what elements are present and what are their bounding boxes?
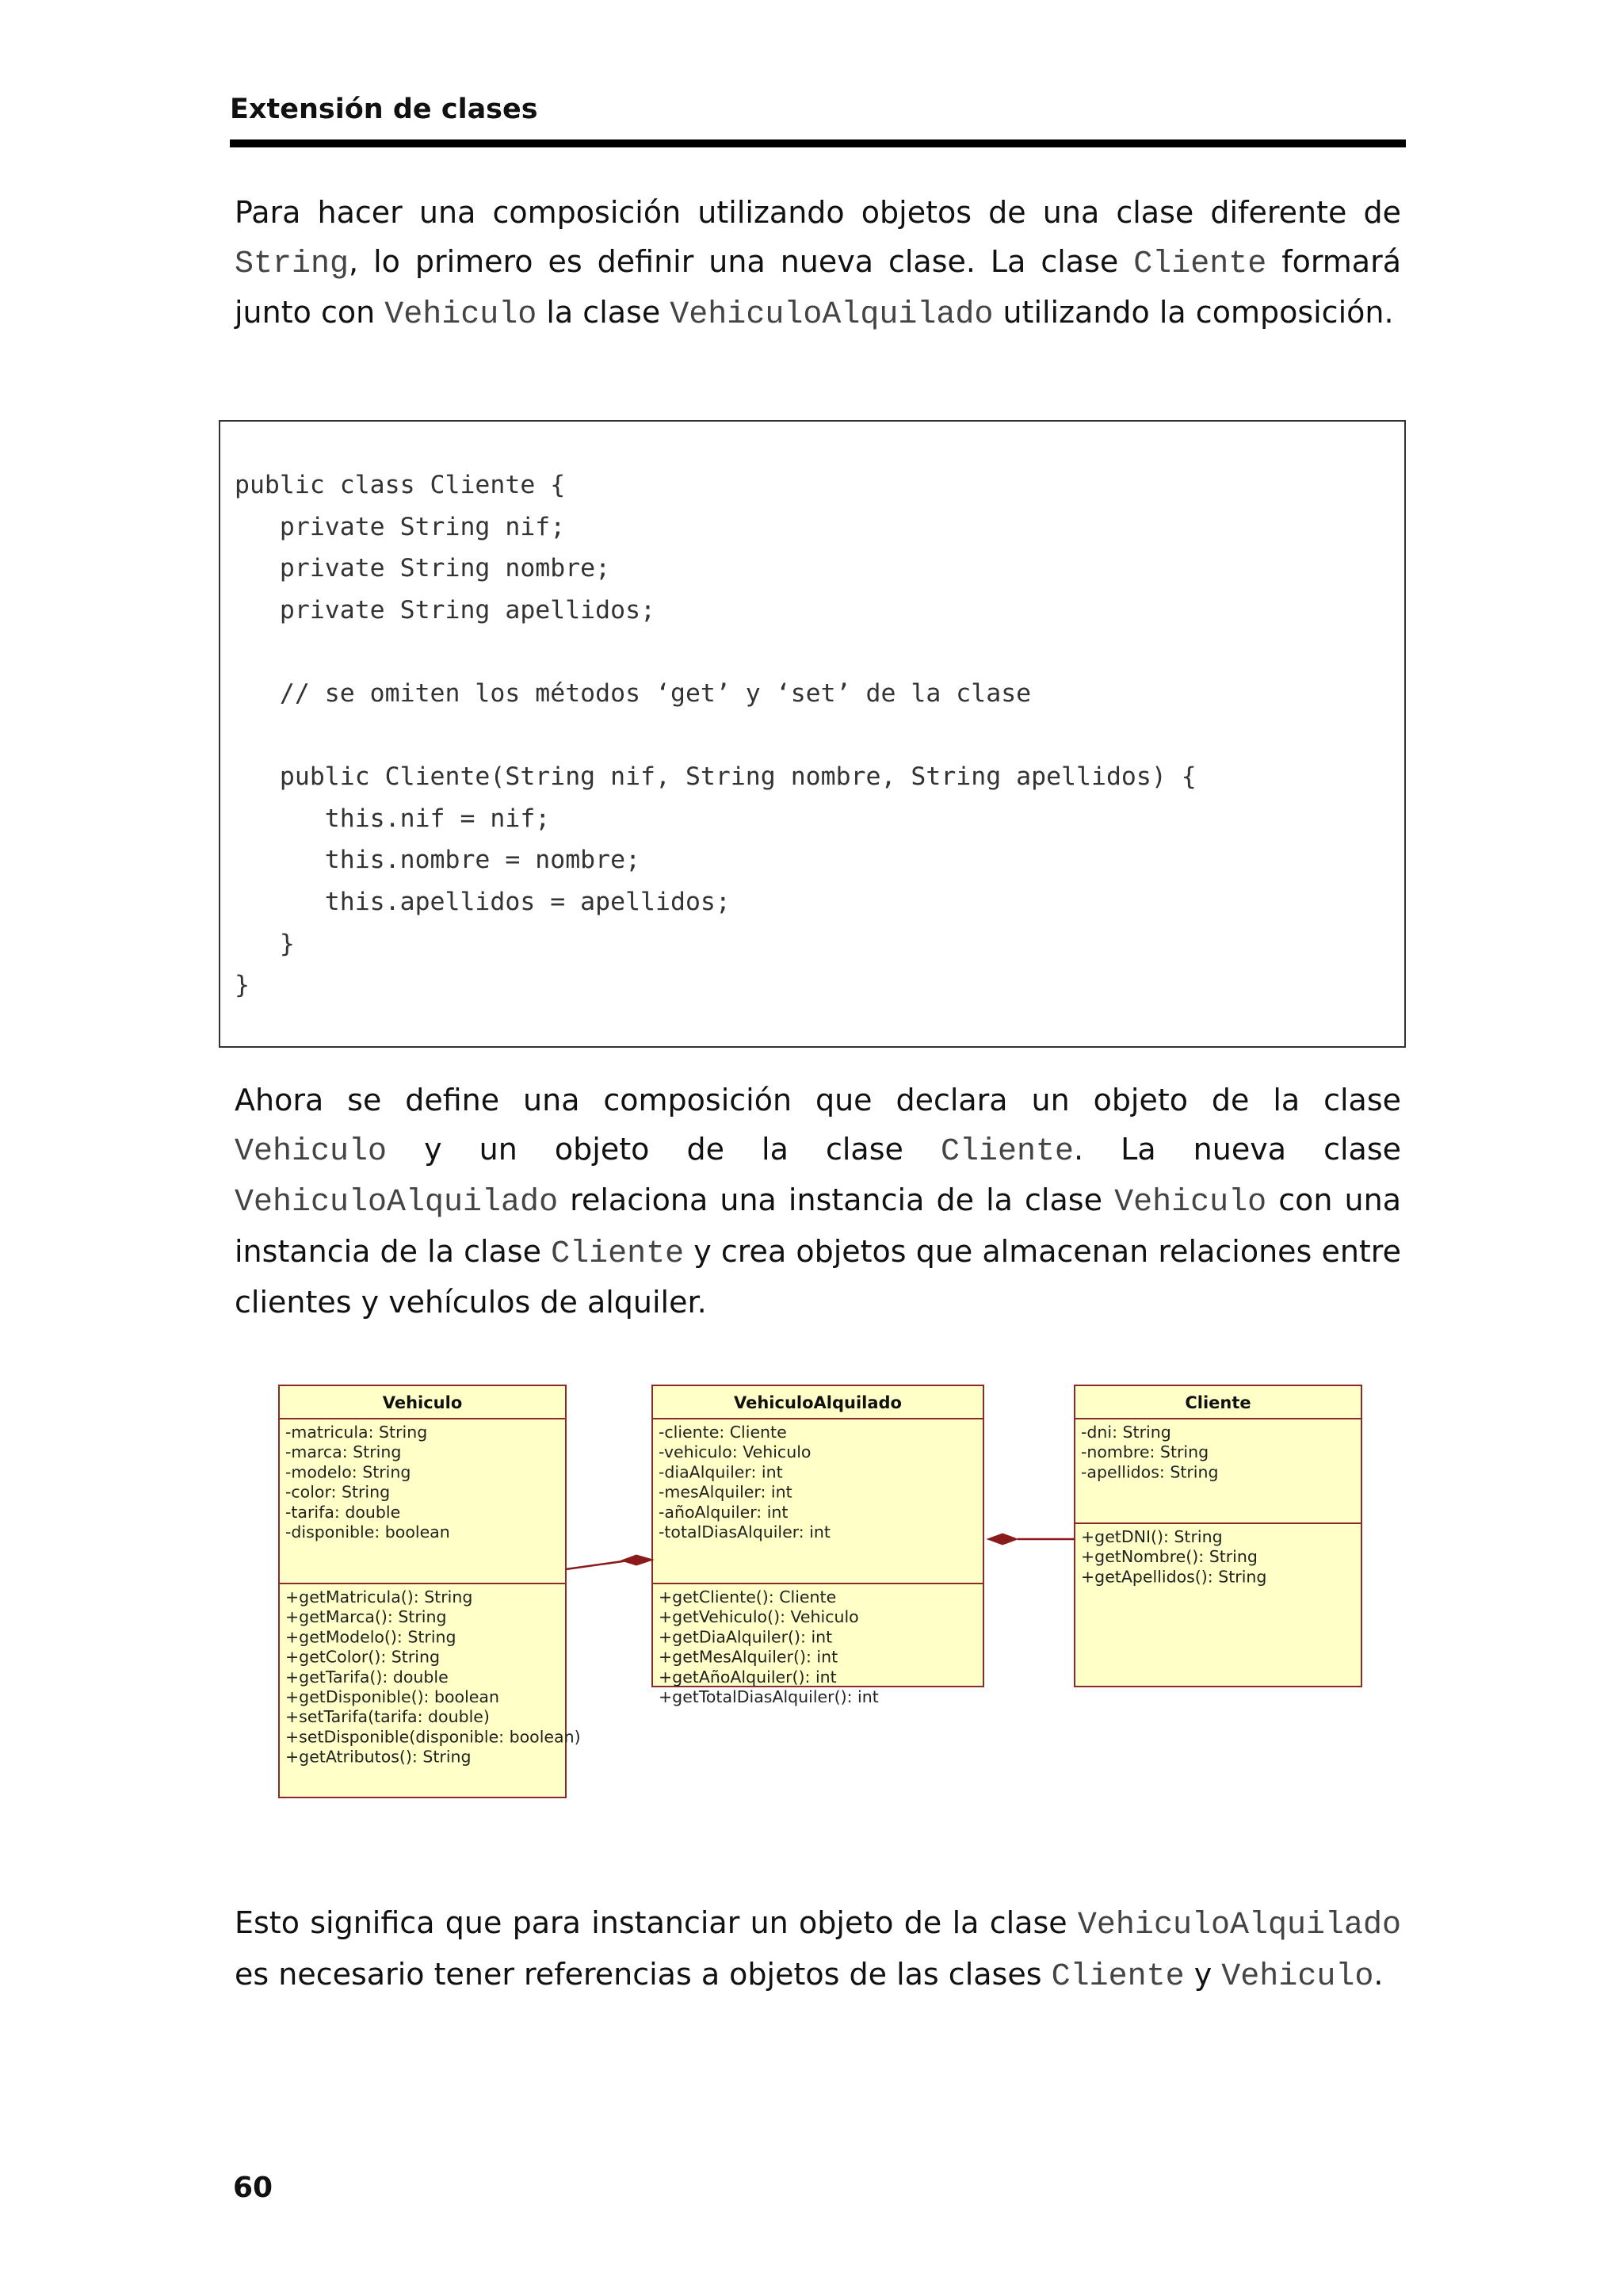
class-name: Vehiculo <box>382 1393 463 1412</box>
page-number: 60 <box>233 2172 273 2204</box>
class-method: +getDNI(): String <box>1081 1527 1223 1546</box>
class-method: +getVehiculo(): Vehiculo <box>659 1607 859 1627</box>
code-term: Cliente <box>940 1133 1074 1170</box>
code-line: } <box>235 971 250 1000</box>
text-run: la clase <box>537 295 670 330</box>
class-attribute: -dni: String <box>1081 1423 1171 1442</box>
class-method: +getColor(): String <box>285 1647 440 1667</box>
code-line: this.nif = nif; <box>235 804 551 833</box>
class-attribute: -modelo: String <box>285 1462 411 1482</box>
conclusion-paragraph <box>235 1899 1401 2001</box>
text-run: Esto significa que para instanciar un objeto de la clase <box>235 1905 1078 1940</box>
composition-diamond <box>621 1555 653 1565</box>
code-line: } <box>235 929 295 958</box>
code-line: private String apellidos; <box>235 595 656 625</box>
text-run: utilizando la composición. <box>993 295 1394 330</box>
class-attribute: -totalDiasAlquiler: int <box>659 1522 831 1541</box>
text-run: , lo primero es definir una nueva clase. La clase <box>349 243 1134 279</box>
text-run: . <box>1373 1956 1384 1992</box>
class-method: +getApellidos(): String <box>1081 1567 1267 1587</box>
code-term: Vehiculo <box>384 297 537 333</box>
code-term: String <box>235 246 349 282</box>
chapter-title: Extensión de clases <box>230 94 538 125</box>
class-attribute: -mesAlquiler: int <box>659 1482 792 1502</box>
class-method: +getMarca(): String <box>285 1607 447 1627</box>
code-line: private String nombre; <box>235 554 611 583</box>
code-line: // se omiten los métodos ‘get’ y ‘set’ de la clase <box>235 678 1032 708</box>
text-run: relaciona una instancia de la clase <box>558 1182 1115 1217</box>
text-run: Ahora se define una composición que declara un objeto de la clase <box>235 1083 1401 1117</box>
code-term: Vehiculo <box>1221 1958 1374 1995</box>
code-line: public class Cliente { <box>235 471 566 499</box>
class-attribute: -color: String <box>285 1482 391 1502</box>
text-run: y <box>1184 1956 1222 1992</box>
class-method: +getCliente(): Cliente <box>659 1587 837 1606</box>
class-method: +getTotalDiasAlquiler(): int <box>659 1687 879 1706</box>
class-attribute: -matricula: String <box>285 1423 428 1442</box>
class-attribute: -disponible: boolean <box>285 1522 450 1541</box>
class-method: +getMesAlquiler(): int <box>659 1647 838 1667</box>
code-line: this.apellidos = apellidos; <box>235 887 731 916</box>
text-run: formará junto con <box>235 243 1401 330</box>
text-run: Para hacer una composición utilizando objetos de una clase diferente de <box>235 195 1401 230</box>
class-method: +getDiaAlquiler(): int <box>659 1627 833 1647</box>
class-attribute: -añoAlquiler: int <box>659 1502 789 1522</box>
class-attribute: -marca: String <box>285 1442 402 1462</box>
class-method: +getAtributos(): String <box>285 1747 472 1767</box>
class-method: +getModelo(): String <box>285 1627 456 1647</box>
class-method: +getAñoAlquiler(): int <box>659 1667 837 1687</box>
code-term: Vehiculo <box>235 1133 388 1170</box>
code-line: this.nombre = nombre; <box>235 846 641 875</box>
class-name: Cliente <box>1185 1393 1251 1412</box>
uml-class-vehiculo <box>279 1385 581 1797</box>
code-line: public Cliente(String nif, String nombre, String apellidos) { <box>235 762 1197 792</box>
code-line: private String nif; <box>235 512 566 541</box>
class-attribute: -vehiculo: Vehiculo <box>659 1442 812 1462</box>
uml-class-cliente <box>1075 1385 1361 1687</box>
class-method: +setTarifa(tarifa: double) <box>285 1707 490 1727</box>
code-term: Vehiculo <box>1114 1185 1267 1221</box>
class-attribute: -nombre: String <box>1081 1442 1209 1462</box>
code-term: Cliente <box>1051 1958 1185 1995</box>
class-method: +getDisponible(): boolean <box>285 1687 499 1706</box>
class-attribute: -diaAlquiler: int <box>659 1462 783 1482</box>
class-attribute: -apellidos: String <box>1081 1462 1219 1482</box>
text-run: con una instancia de la clase <box>235 1182 1402 1269</box>
code-term: Cliente <box>551 1236 685 1272</box>
class-method: +getMatricula(): String <box>285 1587 473 1606</box>
class-method: +getTarifa(): double <box>285 1667 449 1687</box>
code-term: VehiculoAlquilado <box>670 297 994 333</box>
code-term: VehiculoAlquilado <box>1077 1908 1401 1943</box>
class-method: +getNombre(): String <box>1081 1547 1258 1567</box>
text-run: . La nueva clase <box>1073 1131 1401 1167</box>
class-attribute: -tarifa: double <box>285 1502 401 1522</box>
class-method: +setDisponible(disponible: boolean) <box>285 1727 581 1747</box>
text-run: es necesario tener referencias a objetos de las clases <box>235 1956 1052 1992</box>
class-attribute: -cliente: Cliente <box>659 1423 787 1442</box>
code-term: Cliente <box>1133 246 1267 282</box>
uml-class-vehiculoalquilado <box>652 1385 983 1706</box>
text-run: y crea objetos que almacenan relaciones entre clientes y vehículos de alquiler. <box>235 1233 1401 1320</box>
composition-diamond <box>987 1534 1018 1545</box>
class-name: VehiculoAlquilado <box>734 1393 902 1412</box>
text-run: y un objeto de la clase <box>387 1131 941 1167</box>
code-term: VehiculoAlquilado <box>235 1185 559 1221</box>
